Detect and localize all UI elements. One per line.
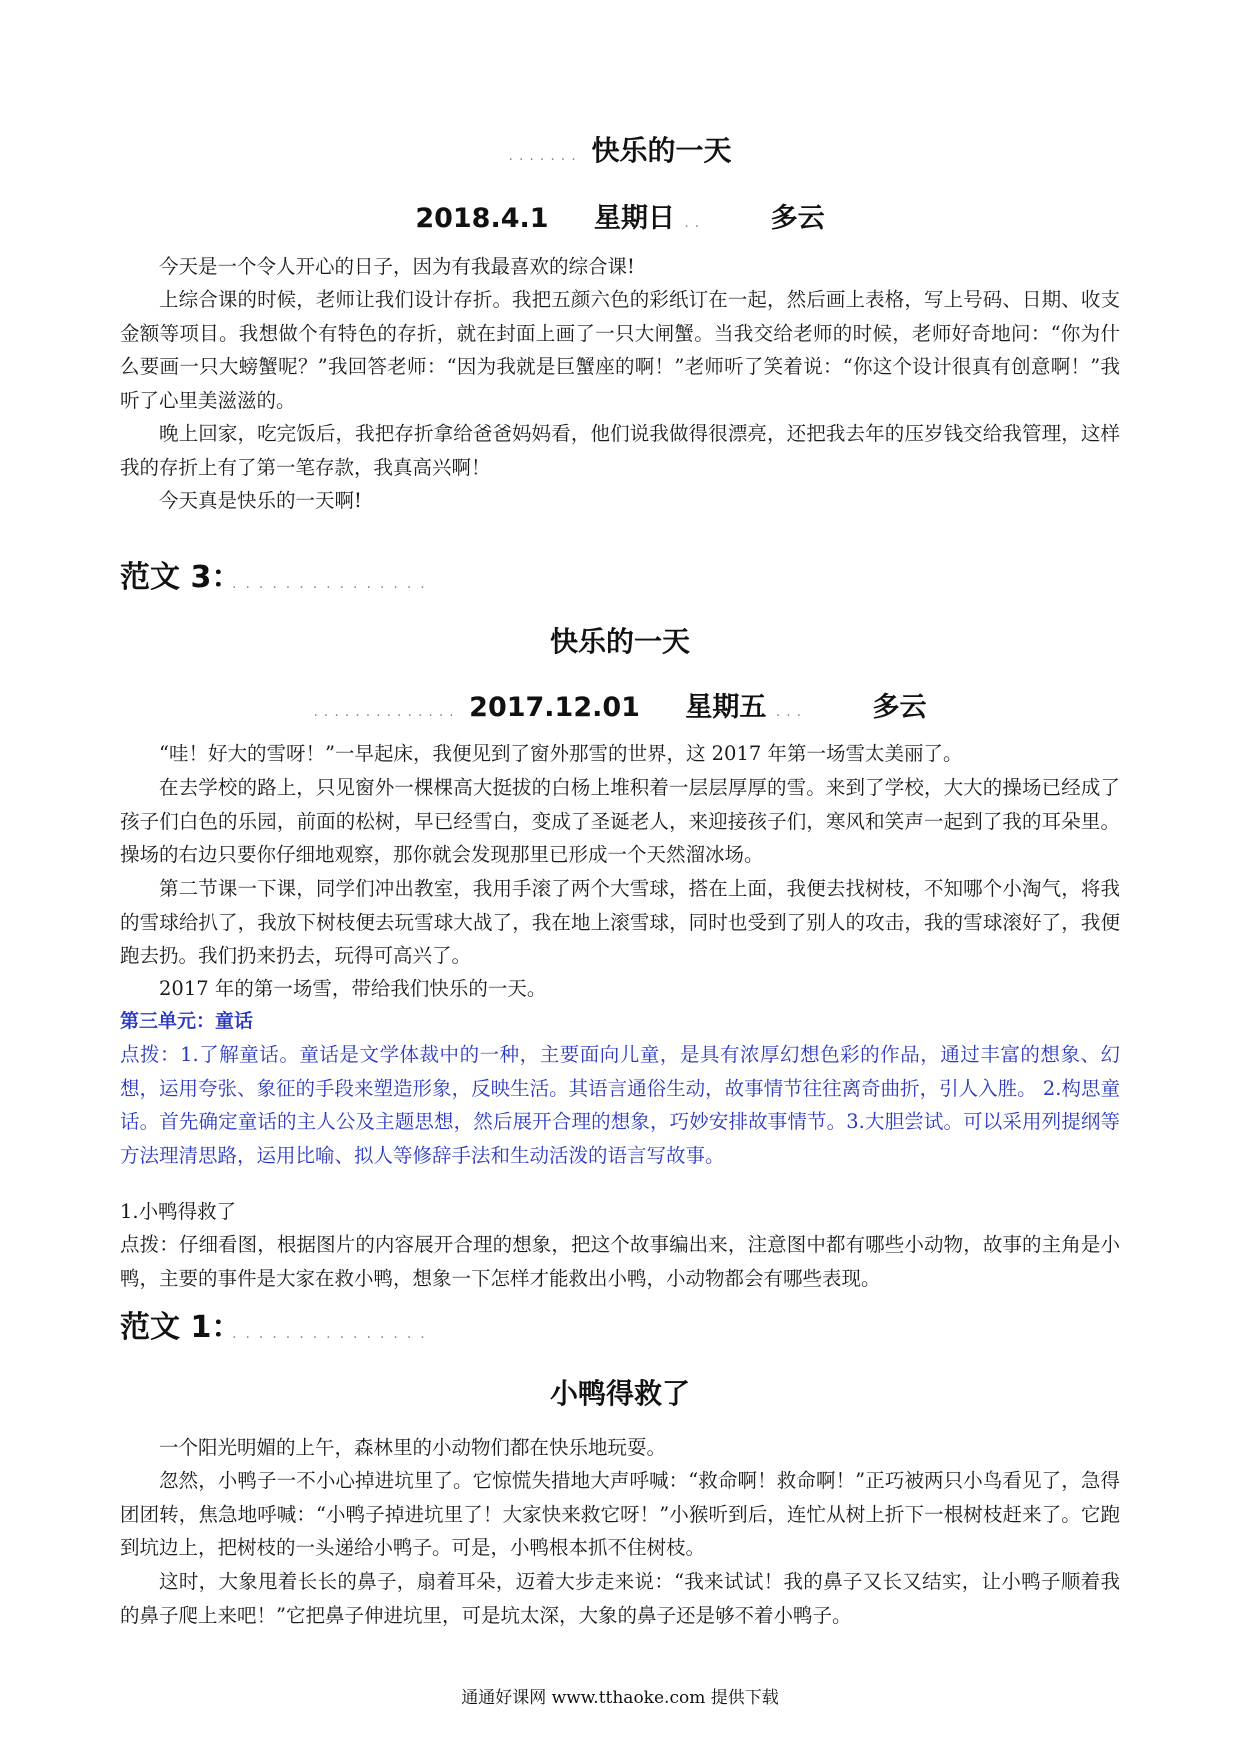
paragraph: 今天是一个令人开心的日子，因为有我最喜欢的综合课! xyxy=(159,255,635,278)
essay-title-text: 快乐的一天 xyxy=(591,134,732,167)
paragraph: 第二节课一下课，同学们冲出教室，我用手滚了两个大雪球，搭在上面，我便去找树枝，不知哪个小淘气，将我的雪球给扒了，我放下树枝便去玩雪球大战了，我在地上滚雪球，同时也受到了别人的攻击，我的雪球滚好了，我便跑去扔。我们扔来扔去，玩得可高兴了。 xyxy=(120,877,1120,967)
weather-text: 多云 xyxy=(770,203,825,234)
dot-leader: ....... xyxy=(508,148,582,164)
essay-title: 小鸭得救了 xyxy=(549,1377,690,1410)
unit-heading: 第三单元：童话 xyxy=(120,1010,254,1032)
unit-tip: 点拨：1.了解童话。童话是文学体裁中的一种，主要面向儿童，是具有浓厚幻想色彩的作品，通过丰富的想象、幻想，运用夸张、象征的手段来塑造形象，反映生活。其语言通俗生动，故事情节往往离奇曲折，引人入胜。 2.构思童话。首先确定童话的主人公及主题思想，然后展开合理的想象，巧妙安排故事情节。3.大胆尝试。可以采用列提纲等方法理清思路，运用比喻、拟人等修辞手法和生动活泼的语言写故事。 xyxy=(120,1043,1120,1167)
paragraph: 忽然，小鸭子一不小心掉进坑里了。它惊慌失措地大声呼喊：“救命啊！救命啊！”正巧被两只小鸟看见了，急得团团转，焦急地呼喊：“小鸭子掉进坑里了！大家快来救它呀！”小猴听到后，连忙从树上折下一根树枝赶来了。它跑到坑边上，把树枝的一头递给小鸭子。可是，小鸭根本抓不住树枝。 xyxy=(120,1469,1120,1559)
dot-leader: ... xyxy=(775,704,808,720)
paragraph: 这时，大象甩着长长的鼻子，扇着耳朵，迈着大步走来说：“我来试试！我的鼻子又长又结实，让小鸭子顺着我的鼻子爬上来吧！”它把鼻子伸进坑里，可是坑太深，大象的鼻子还是够不着小鸭子。 xyxy=(120,1570,1120,1627)
dot-leader: ............... xyxy=(232,1326,434,1342)
essay-title xyxy=(0,131,1240,176)
date-line xyxy=(0,688,1240,732)
weather-text: 多云 xyxy=(872,692,927,723)
date-text: 2018.4.1 xyxy=(415,203,549,234)
model-essay-heading: 范文 1： xyxy=(120,1310,242,1345)
weekday-text: 星期五 xyxy=(685,692,767,723)
dot-leader: ............... xyxy=(232,576,434,592)
paragraph: 今天真是快乐的一天啊! xyxy=(159,489,362,512)
paragraph: 2017 年的第一场雪，带给我们快乐的一天。 xyxy=(159,977,547,1000)
dot-leader: .. xyxy=(684,215,706,231)
paragraph: 晚上回家，吃完饭后，我把存折拿给爸爸妈妈看，他们说我做得很漂亮，还把我去年的压岁钱交给我管理，这样我的存折上有了第一笔存款，我真高兴啊！ xyxy=(120,422,1120,479)
weekday-text: 星期日 xyxy=(593,203,675,234)
exercise-tip: 点拨：仔细看图，根据图片的内容展开合理的想象，把这个故事编出来，注意图中都有哪些小动物，故事的主角是小鸭，主要的事件是大家在救小鸭，想象一下怎样才能救出小鸭，小动物都会有哪些表现。 xyxy=(120,1233,1120,1290)
dot-leader: .............. xyxy=(313,704,460,720)
paragraph: 上综合课的时候，老师让我们设计存折。我把五颜六色的彩纸订在一起，然后画上表格，写上号码、日期、收支金额等项目。我想做个有特色的存折，就在封面上画了一只大闸蟹。当我交给老师的时候，老师好奇地问：“你为什么要画一只大螃蟹呢？”我回答老师：“因为我就是巨蟹座的啊！”老师听了笑着说：“你这个设计很真有创意啊！”我听了心里美滋滋的。 xyxy=(120,288,1120,412)
exercise-label: 1.小鸭得救了 xyxy=(120,1200,237,1223)
paragraph: “哇！好大的雪呀！”一早起床，我便见到了窗外那雪的世界，这 2017 年第一场雪太美丽了。 xyxy=(159,742,963,765)
date-line xyxy=(0,199,1240,243)
page-footer: 通通好课网 www.tthaoke.com 提供下载 xyxy=(461,1688,779,1708)
paragraph: 一个阳光明媚的上午，森林里的小动物们都在快乐地玩耍。 xyxy=(159,1436,667,1459)
date-text: 2017.12.01 xyxy=(469,692,640,723)
model-essay-heading: 范文 3： xyxy=(120,560,242,595)
paragraph: 在去学校的路上，只见窗外一棵棵高大挺拔的白杨上堆积着一层层厚厚的雪。来到了学校，大大的操场已经成了孩子们白色的乐园，前面的松树，早已经雪白，变成了圣诞老人，来迎接孩子们，寒风和笑声一起到了我的耳朵里。操场的右边只要你仔细地观察，那你就会发现那里已形成一个天然溜冰场。 xyxy=(120,776,1120,866)
essay-title: 快乐的一天 xyxy=(549,625,690,658)
